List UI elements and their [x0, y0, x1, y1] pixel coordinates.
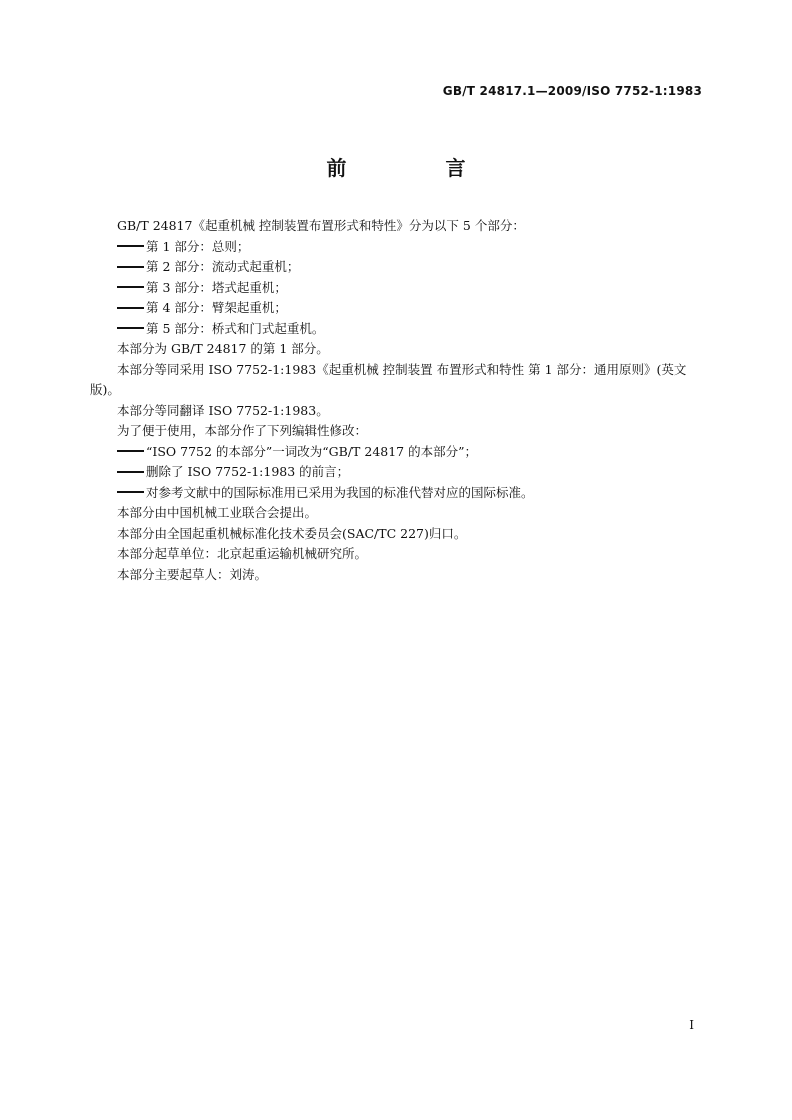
- dash-mark: [117, 471, 144, 473]
- proposed-by-paragraph: 本部分由中国机械工业联合会提出。: [117, 505, 318, 520]
- dash-mark: [117, 245, 144, 247]
- this-part-paragraph: 本部分为 GB/T 24817 的第 1 部分。: [117, 341, 329, 356]
- dash-mark: [117, 450, 144, 452]
- part-item: 第 5 部分：桥式和门式起重机。: [90, 319, 702, 340]
- change-item: 对参考文献中的国际标准用已采用为我国的标准代替对应的国际标准。: [90, 483, 702, 504]
- dash-mark: [117, 307, 144, 309]
- adoption-paragraph: 本部分等同采用 ISO 7752-1:1983《起重机械 控制装置 布置形式和特性 第 1 部分：通用原则》(英文版)。: [90, 361, 687, 397]
- part-item: 第 4 部分：臂架起重机；: [90, 298, 702, 319]
- page-title: 前 言: [326, 156, 512, 180]
- part-item: 第 2 部分：流动式起重机；: [90, 257, 702, 278]
- dash-mark: [117, 266, 144, 268]
- page-number: I: [689, 1018, 694, 1032]
- change-item: “ISO 7752 的本部分”一词改为“GB/T 24817 的本部分”；: [90, 442, 702, 463]
- translation-paragraph: 本部分等同翻译 ISO 7752-1:1983。: [117, 402, 329, 418]
- dash-mark: [117, 327, 144, 329]
- intro-paragraph: GB/T 24817《起重机械 控制装置布置形式和特性》分为以下 5 个部分：: [117, 218, 525, 233]
- dash-mark: [117, 491, 144, 493]
- drafting-unit-paragraph: 本部分起草单位：北京起重运输机械研究所。: [117, 546, 368, 561]
- part-item: 第 3 部分：塔式起重机；: [90, 278, 702, 299]
- foreword-body: [90, 216, 702, 585]
- part-item: 第 1 部分：总则；: [90, 237, 702, 258]
- centralized-by-paragraph: 本部分由全国起重机械标准化技术委员会(SAC/TC 227)归口。: [117, 525, 467, 541]
- dash-mark: [117, 286, 144, 288]
- change-item: 删除了 ISO 7752-1:1983 的前言；: [90, 462, 702, 483]
- standard-number: GB/T 24817.1—2009/ISO 7752-1:1983: [442, 84, 702, 98]
- drafter-paragraph: 本部分主要起草人：刘涛。: [117, 566, 268, 582]
- changes-intro-paragraph: 为了便于使用，本部分作了下列编辑性修改：: [117, 423, 368, 438]
